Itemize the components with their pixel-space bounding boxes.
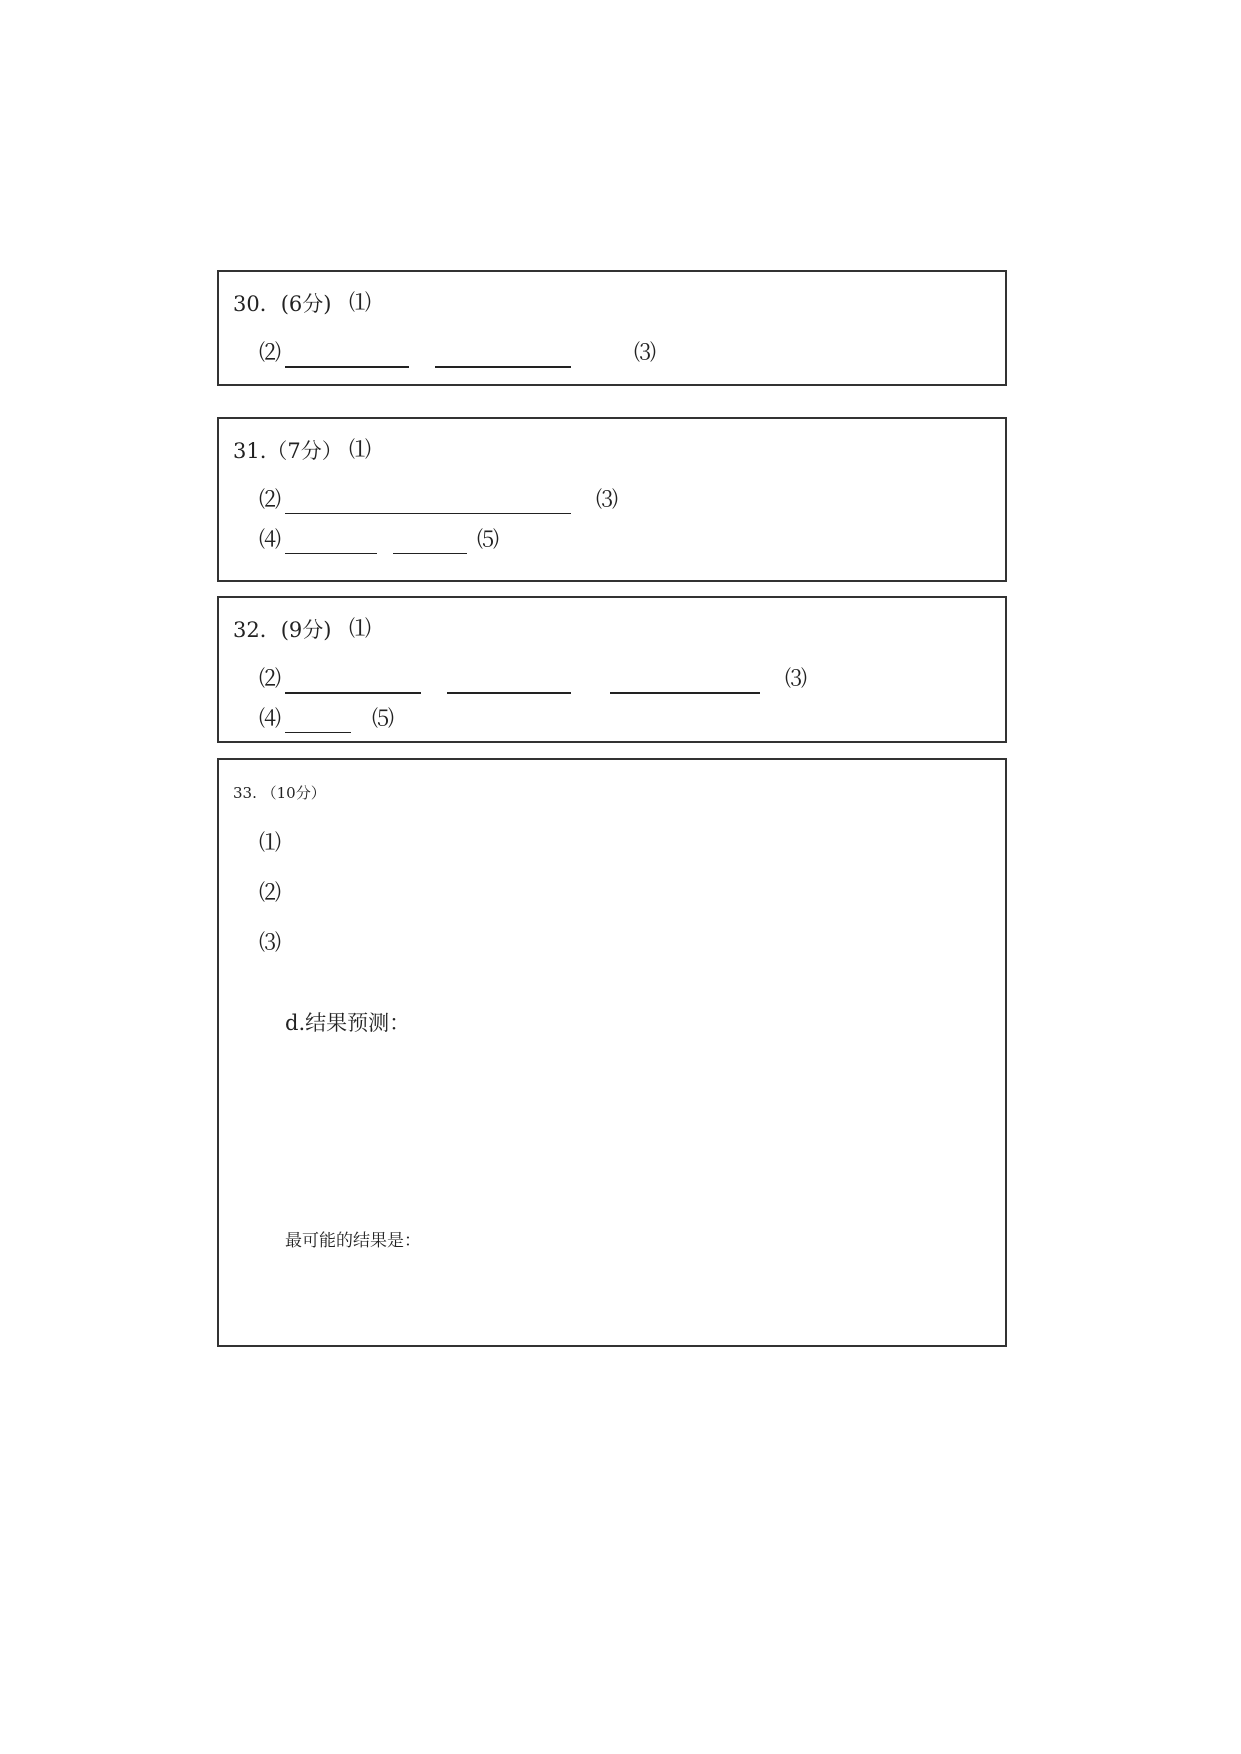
q31-part4-blank-2[interactable] xyxy=(393,553,467,554)
q31-part4-label: ⑷ xyxy=(259,527,282,552)
q31-part4-blank-1[interactable] xyxy=(285,553,377,554)
q30-part3-label: ⑶ xyxy=(634,340,657,365)
q32-heading: 32．(9分) xyxy=(233,618,332,642)
q30-part2-blank-1[interactable] xyxy=(285,366,409,368)
q32-answer-box xyxy=(217,596,1007,743)
q33-part3-label: ⑶ xyxy=(259,930,282,955)
q32-part4-label: ⑷ xyxy=(259,706,282,731)
q30-part2-label: ⑵ xyxy=(259,340,282,365)
q31-part2-label: ⑵ xyxy=(259,487,282,512)
q31-part1-label: ⑴ xyxy=(349,437,372,462)
q33-answer-box xyxy=(217,758,1007,1347)
q33-most-likely-result: 最可能的结果是： xyxy=(285,1231,421,1251)
q33-part2-label: ⑵ xyxy=(259,880,282,905)
q32-part2-label: ⑵ xyxy=(259,666,282,691)
q33-result-prediction: d.结果预测： xyxy=(285,1011,411,1035)
q30-heading: 30．(6分) xyxy=(233,292,332,316)
q31-heading: 31.（7分） xyxy=(233,439,343,463)
q31-answer-box xyxy=(217,417,1007,582)
q32-part2-blank-1[interactable] xyxy=(285,692,421,694)
q33-part1-label: ⑴ xyxy=(259,830,282,855)
q30-answer-box xyxy=(217,270,1007,386)
q32-part1-label: ⑴ xyxy=(349,616,372,641)
q32-part3-label: ⑶ xyxy=(785,666,808,691)
q32-part2-blank-3[interactable] xyxy=(610,692,760,694)
q32-part2-blank-2[interactable] xyxy=(447,692,571,694)
q30-part1-label: ⑴ xyxy=(349,290,372,315)
q31-part5-label: ⑸ xyxy=(477,527,500,552)
q33-heading: 33. （10分） xyxy=(233,784,326,802)
q31-part3-label: ⑶ xyxy=(596,487,619,512)
q31-part2-blank[interactable] xyxy=(285,513,571,514)
q30-part2-blank-2[interactable] xyxy=(435,366,571,368)
q32-part4-blank[interactable] xyxy=(285,732,351,733)
q32-part5-label: ⑸ xyxy=(372,706,395,731)
